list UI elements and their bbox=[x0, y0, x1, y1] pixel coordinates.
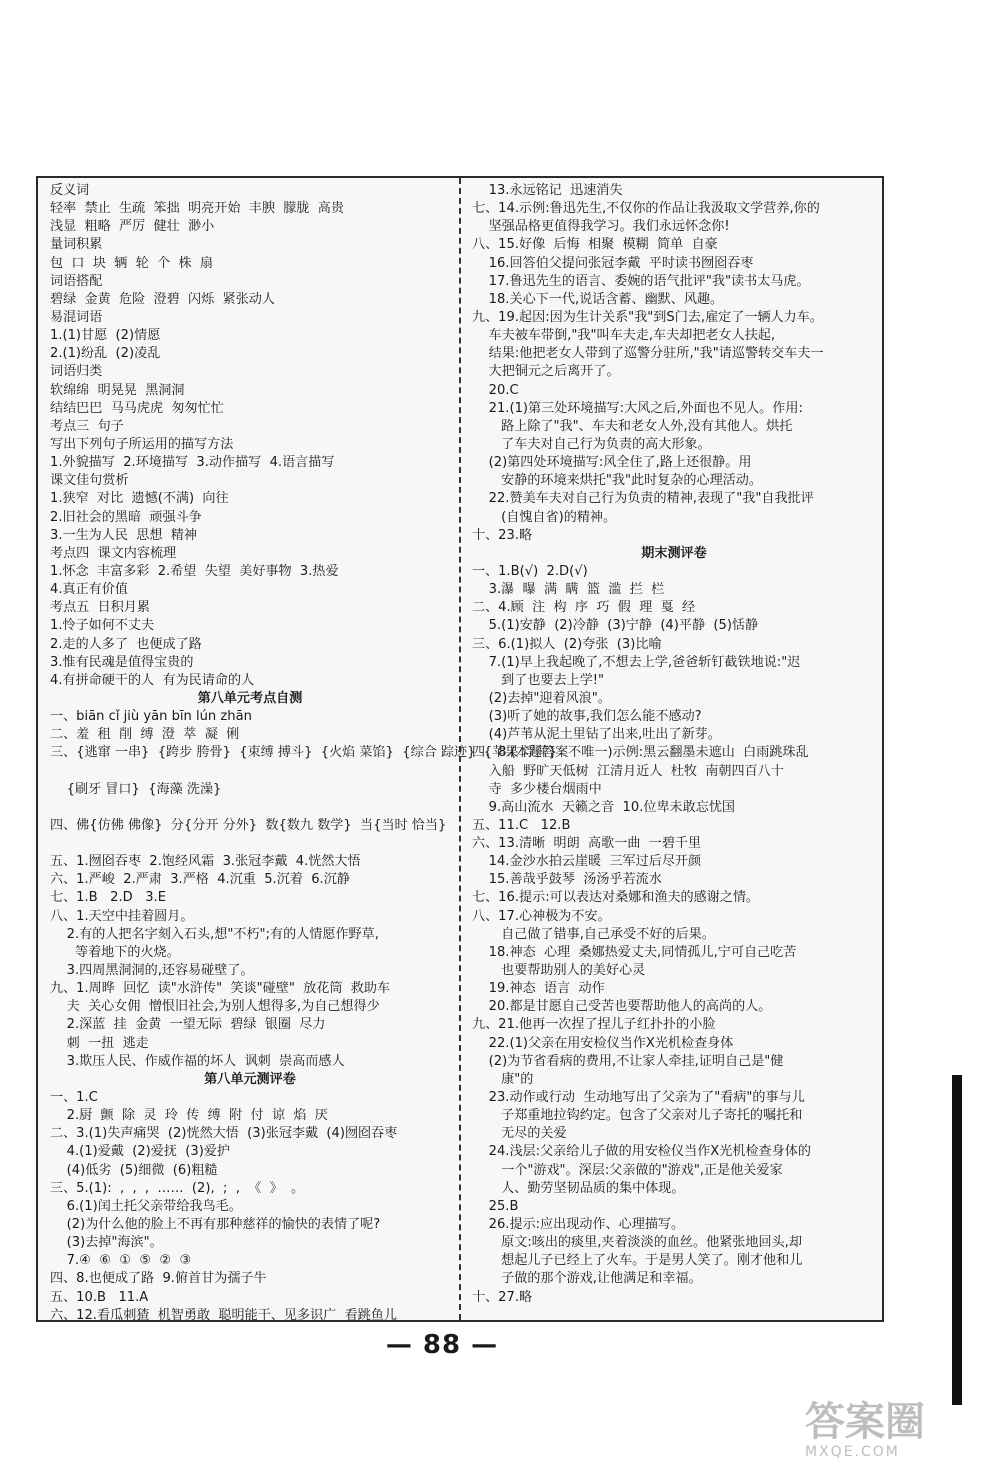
answer-line: 4.真正有价值 bbox=[50, 582, 128, 598]
answer-line: 原文:咳出的痰里,夹着淡淡的血丝。他紧张地回头,却 bbox=[472, 1235, 802, 1251]
answer-line: 16.回答伯父提问张冠李戴 平时读书囫囵吞枣 bbox=[472, 255, 754, 271]
answer-line: 17.鲁迅先生的语言、委婉的语气批评"我"读书太马虎。 bbox=[472, 273, 810, 289]
answer-line: 结果:他把老女人带到了巡警分驻所,"我"请巡警转交车夫一 bbox=[472, 346, 824, 362]
answer-line: 自己做了错事,自己承受不好的后果。 bbox=[472, 926, 715, 942]
answer-line: 2.(1)纷乱 (2)凌乱 bbox=[50, 346, 161, 362]
answer-line: 四、佛{仿佛 佛像} 分{分开 分外} 数{数九 数学} 当{当时 恰当} bbox=[50, 817, 447, 833]
answer-line: 2.深蓝 挂 金黄 一望无际 碧绿 银圈 尽力 bbox=[50, 1017, 326, 1033]
answer-line: 五、11.C 12.B bbox=[472, 817, 571, 833]
answer-line: 词语归类 bbox=[50, 364, 103, 380]
answer-line: 量词积累 bbox=[50, 237, 103, 253]
answer-line: 九、19.起因:因为生计关系"我"到S门去,雇定了一辆人力车。 bbox=[472, 309, 823, 325]
answer-line: 也要帮助别人的美好心灵 bbox=[472, 963, 646, 979]
answer-line: 26.提示:应出现动作、心理描写。 bbox=[472, 1217, 685, 1233]
answer-line: 考点五 日积月累 bbox=[50, 600, 150, 616]
answer-line: 三、6.(1)拟人 (2)夸张 (3)比喻 bbox=[472, 636, 662, 652]
answer-line: 夫 关心女佣 憎恨旧社会,为别人想得多,为自己想得少 bbox=[50, 999, 380, 1015]
answer-line: 三、5.(1): , , , …… (2), ; , 《 》 。 bbox=[50, 1180, 305, 1196]
answer-line: (自愧自省)的精神。 bbox=[472, 509, 617, 525]
answer-line: 14.金沙水拍云崖暖 三军过后尽开颜 bbox=[472, 854, 702, 870]
answer-line bbox=[50, 835, 450, 853]
answer-line: 1.外貌描写 2.环境描写 3.动作描写 4.语言描写 bbox=[50, 455, 335, 471]
answer-line: 康"的 bbox=[472, 1071, 534, 1087]
section-heading: 期末测评卷 bbox=[641, 545, 707, 561]
answer-line: 车夫被车带倒,"我"叫车夫走,车夫却把老女人扶起, bbox=[472, 328, 776, 344]
answer-line: 25.B bbox=[472, 1198, 519, 1214]
answer-line: 安静的环境来烘托"我"此时复杂的心理活动。 bbox=[472, 473, 762, 489]
answer-line: 写出下列句子所运用的描写方法 bbox=[50, 436, 234, 452]
answer-line: 刺 一扭 逃走 bbox=[50, 1035, 149, 1051]
answer-line: 22.(1)父亲在用安检仪当作X光机检查身体 bbox=[472, 1035, 734, 1051]
answer-line: 3.瀑 曝 满 瞒 篮 滥 拦 栏 bbox=[472, 582, 665, 598]
answer-line: 想起儿子已经上了火车。于是男人笑了。刚才他和儿 bbox=[472, 1253, 803, 1269]
answer-line: 三、{逃窜 一串} {跨步 胯骨} {束缚 搏斗} {火焰 菜馅} {综合 踪迹} {苹果 浮萍} bbox=[50, 745, 557, 761]
answer-line: 七、16.提示:可以表达对桑娜和渔夫的感谢之情。 bbox=[472, 890, 760, 906]
answer-line: (3)听了她的故事,我们怎么能不感动? bbox=[472, 709, 702, 725]
answer-line: 了车夫对自己行为负责的高大形象。 bbox=[472, 436, 711, 452]
answer-line: 反义词 bbox=[50, 183, 90, 198]
answer-line: 子做的那个游戏,让他满足和幸福。 bbox=[472, 1271, 702, 1287]
answer-line: 寺 多少楼台烟雨中 bbox=[472, 781, 602, 797]
answer-line: 考点四 课文内容梳理 bbox=[50, 545, 177, 561]
answer-line bbox=[50, 799, 450, 817]
answer-line: 四、8.(本题答案不唯一)示例:黑云翻墨未遮山 白雨跳珠乱 bbox=[472, 745, 809, 761]
answer-line: (2)第四处环境描写:风全住了,路上还很静。用 bbox=[472, 455, 752, 471]
answer-line: 18.关心下一代,说话含蓄、幽默、风趣。 bbox=[472, 291, 724, 307]
column-divider bbox=[459, 178, 461, 1320]
answer-line: 2.走的人多了 也便成了路 bbox=[50, 636, 202, 652]
answer-line: 6.(1)闰土托父亲带给我鸟毛。 bbox=[50, 1198, 242, 1214]
answer-line: 3.惟有民魂是值得宝贵的 bbox=[50, 654, 194, 670]
answer-line: 大把铜元之后离开了。 bbox=[472, 364, 620, 380]
answer-line: 包 口 块 辆 轮 个 株 扇 bbox=[50, 255, 214, 271]
section-heading: 第八单元考点自测 bbox=[197, 690, 303, 706]
answer-line: 2.厨 颤 除 灵 玲 传 缚 附 付 谅 焰 厌 bbox=[50, 1108, 328, 1124]
page-number: — 88 — bbox=[385, 1330, 499, 1360]
watermark-text: 答案圈 bbox=[805, 1399, 925, 1445]
answer-line: (3)去掉"海滨"。 bbox=[50, 1235, 163, 1251]
answer-line: 二、3.(1)失声痛哭 (2)恍然大悟 (3)张冠李戴 (4)囫囵吞枣 bbox=[50, 1126, 398, 1142]
answer-line: 2.有的人把名字刻入石头,想"不朽";有的人情愿作野草, bbox=[50, 926, 379, 942]
answer-line: 七、1.B 2.D 3.E bbox=[50, 890, 166, 906]
answer-line: 一、1.B(√) 2.D(√) bbox=[472, 563, 588, 579]
answer-line: 九、21.他再一次捏了捏儿子红扑扑的小脸 bbox=[472, 1017, 716, 1033]
answer-line: 18.神态 心理 桑娜热爱丈夫,同情孤儿,宁可自己吃苦 bbox=[472, 944, 797, 960]
right-column bbox=[472, 182, 876, 1307]
answer-line: 十、27.略 bbox=[472, 1289, 533, 1305]
answer-line: 轻率 禁止 生疏 笨拙 明亮开始 丰腴 朦胧 高贵 bbox=[50, 201, 344, 217]
answer-line: 五、1.囫囵吞枣 2.饱经风霜 3.张冠李戴 4.恍然大悟 bbox=[50, 854, 361, 870]
answer-line: 人、勤劳坚韧品质的集中体现。 bbox=[472, 1180, 685, 1196]
answer-line: 4.(1)爱戴 (2)爱抚 (3)爱护 bbox=[50, 1144, 230, 1160]
answer-line: 课文佳句赏析 bbox=[50, 473, 129, 489]
answer-line: (2)为节省看病的费用,不让家人牵挂,证明自己是"健 bbox=[472, 1053, 784, 1069]
answer-line: 13.永远铭记 迅速消失 bbox=[472, 183, 623, 198]
answer-line: 22.赞美车夫对自己行为负责的精神,表现了"我"自我批评 bbox=[472, 491, 814, 507]
answer-box bbox=[36, 176, 884, 1322]
answer-line: 八、17.心神极为不安。 bbox=[472, 908, 611, 924]
answer-line: 15.善哉乎鼓琴 汤汤乎若流水 bbox=[472, 872, 662, 888]
answer-line: {刷牙 冒口} {海藻 洗澡} bbox=[50, 781, 222, 797]
answer-line: 五、10.B 11.A bbox=[50, 1289, 149, 1305]
answer-line: 结结巴巴 马马虎虎 匆匆忙忙 bbox=[50, 400, 224, 416]
answer-line: 考点三 句子 bbox=[50, 418, 124, 434]
answer-line: 5.(1)安静 (2)冷静 (3)宁静 (4)平静 (5)恬静 bbox=[472, 618, 759, 634]
answer-line: 八、15.好像 后悔 相聚 模糊 简单 自豪 bbox=[472, 237, 718, 253]
answer-line: 八、1.天空中挂着圆月。 bbox=[50, 908, 194, 924]
answer-line: 7.(1)早上我起晚了,不想去上学,爸爸斩钉截铁地说:"迟 bbox=[472, 654, 801, 670]
section-heading: 第八单元测评卷 bbox=[204, 1071, 296, 1087]
answer-line: 一、biān cǐ jiù yān bīn lún zhān bbox=[50, 709, 252, 725]
answer-line: 四、8.也便成了路 9.俯首甘为孺子牛 bbox=[50, 1271, 267, 1287]
answer-line: 坚强品格更值得我学习。我们永远怀念你! bbox=[472, 219, 730, 235]
watermark-logo bbox=[805, 1400, 995, 1468]
answer-line: 软绵绵 明晃晃 黑洞洞 bbox=[50, 382, 185, 398]
watermark-url: MXQE.COM bbox=[805, 1444, 900, 1460]
answer-line: (4)低劣 (5)细微 (6)粗糙 bbox=[50, 1162, 218, 1178]
answer-line: (2)去掉"迎着风浪"。 bbox=[472, 690, 611, 706]
answer-line: 碧绿 金黄 危险 澄碧 闪烁 紧张动人 bbox=[50, 291, 275, 307]
answer-line: 20.都是甘愿自己受苦也要帮助他人的高尚的人。 bbox=[472, 999, 772, 1015]
scan-edge-shadow bbox=[952, 1075, 962, 1405]
answer-line: 4.有拼命硬干的人 有为民请命的人 bbox=[50, 672, 255, 688]
answer-line: 23.动作或行动 生动地写出了父亲为了"看病"的事与儿 bbox=[472, 1090, 805, 1106]
answer-line: 十、23.略 bbox=[472, 527, 533, 543]
answer-line: 入船 野旷天低树 江清月近人 杜牧 南朝四百八十 bbox=[472, 763, 784, 779]
answer-line: 六、12.看瓜刺猹 机智勇敢 聪明能干、见多识广 看跳鱼儿 bbox=[50, 1307, 397, 1323]
answer-line: 六、13.清晰 明朗 高歌一曲 一碧千里 bbox=[472, 836, 702, 852]
answer-line: 路上除了"我"、车夫和老女人外,没有其他人。烘托 bbox=[472, 418, 793, 434]
answer-line: (4)芦苇从泥土里钻了出来,吐出了新芽。 bbox=[472, 727, 721, 743]
answer-line: 浅显 粗略 严厉 健壮 渺小 bbox=[50, 219, 215, 235]
answer-line: 21.(1)第三处环境描写:大风之后,外面也不见人。作用: bbox=[472, 400, 803, 416]
answer-line: 无尽的关爱 bbox=[472, 1126, 567, 1142]
answer-line: 二、4.顾 注 构 序 巧 假 理 戛 经 bbox=[472, 600, 696, 616]
answer-line: 3.一生为人民 思想 精神 bbox=[50, 527, 197, 543]
answer-line: 1.怜子如何不丈夫 bbox=[50, 618, 155, 634]
answer-line: 六、1.严峻 2.严肃 3.严格 4.沉重 5.沉着 6.沉静 bbox=[50, 872, 350, 888]
answer-line: 到了也要去上学!" bbox=[472, 672, 605, 688]
answer-line: 一、1.C bbox=[50, 1090, 98, 1106]
answer-line: 子郑重地拉钩约定。包含了父亲对儿子寄托的嘱托和 bbox=[472, 1108, 803, 1124]
answer-line: 词语搭配 bbox=[50, 273, 103, 289]
answer-line: 等着地下的火烧。 bbox=[50, 944, 180, 960]
answer-line: 20.C bbox=[472, 382, 519, 398]
answer-line: 3.欺压人民、作威作福的坏人 讽刺 崇高而感人 bbox=[50, 1053, 345, 1069]
answer-line: 二、羞 租 削 缚 澄 萃 凝 俐 bbox=[50, 727, 240, 743]
answer-line: 7.④ ⑥ ① ⑤ ② ③ bbox=[50, 1253, 192, 1269]
answer-line: 2.旧社会的黑暗 顽强斗争 bbox=[50, 509, 202, 525]
answer-line: 9.高山流水 天籁之音 10.位卑未敢忘忧国 bbox=[472, 799, 736, 815]
answer-line: 七、14.示例:鲁迅先生,不仅你的作品让我汲取文学营养,你的 bbox=[472, 201, 820, 217]
answer-line: (2)为什么他的脸上不再有那种慈祥的愉快的表情了呢? bbox=[50, 1217, 381, 1233]
answer-line: 3.四周黑洞洞的,还容易碰壁了。 bbox=[50, 963, 254, 979]
answer-line: 易混词语 bbox=[50, 309, 103, 325]
answer-line bbox=[50, 763, 450, 781]
answer-line: 1.(1)甘愿 (2)情愿 bbox=[50, 328, 161, 344]
answer-line: 24.浅层:父亲给儿子做的用安检仪当作X光机检查身体的 bbox=[472, 1144, 811, 1160]
answer-line: 1.狭窄 对比 遗憾(不满) 向往 bbox=[50, 491, 229, 507]
answer-line: 1.怀念 丰富多彩 2.希望 失望 美好事物 3.热爱 bbox=[50, 563, 339, 579]
answer-line: 一个"游戏"。深层:父亲做的"游戏",正是他关爱家 bbox=[472, 1162, 783, 1178]
answer-line: 九、1.周晔 回忆 读"水浒传" 笑谈"碰壁" 放花筒 救助车 bbox=[50, 981, 391, 997]
answer-line: 19.神态 语言 动作 bbox=[472, 981, 605, 997]
